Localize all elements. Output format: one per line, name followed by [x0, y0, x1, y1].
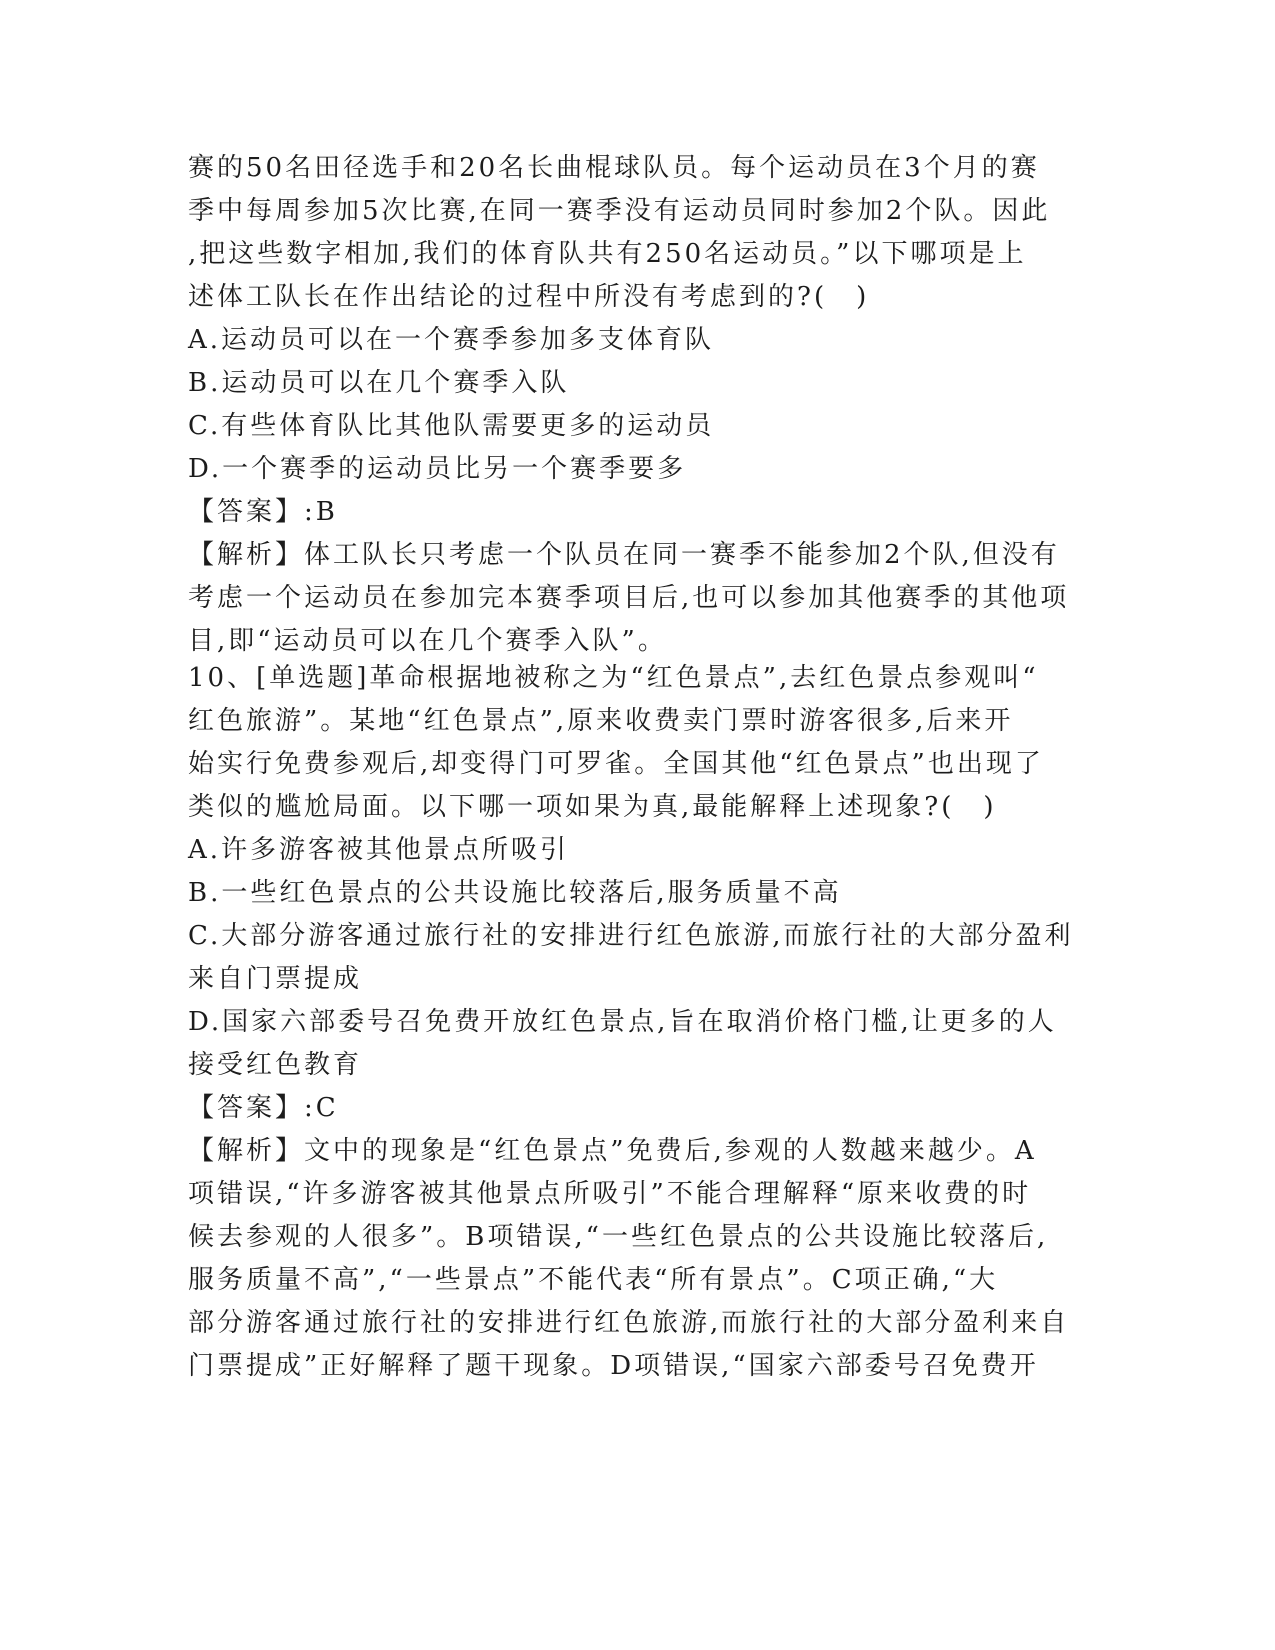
question-stem-line: 10、[单选题]革命根据地被称之为“红色景点”,去红色景点参观叫“ — [188, 663, 1039, 693]
option-d: D.国家六部委号召免费开放红色景点,旨在取消价格门槛,让更多的人 — [188, 1007, 1057, 1037]
option-d-continued: 接受红色教育 — [188, 1050, 363, 1080]
question-stem-line: 始实行免费参观后,却变得门可罗雀。全国其他“红色景点”也出现了 — [188, 749, 1044, 779]
answer-line: 【答案】:B — [188, 497, 338, 527]
analysis-line: 服务质量不高”,“一些景点”不能代表“所有景点”。C项正确,“大 — [188, 1265, 999, 1295]
question-stem-line: ,把这些数字相加,我们的体育队共有250名运动员。”以下哪项是上 — [188, 239, 1027, 269]
analysis-line: 目,即“运动员可以在几个赛季入队”。 — [188, 626, 667, 656]
analysis-line: 候去参观的人很多”。B项错误,“一些红色景点的公共设施比较落后, — [188, 1222, 1049, 1252]
question-9-block — [188, 147, 1088, 663]
question-stem-line: 红色旅游”。某地“红色景点”,原来收费卖门票时游客很多,后来开 — [188, 706, 1014, 736]
option-c: C.大部分游客通过旅行社的安排进行红色旅游,而旅行社的大部分盈利 — [188, 921, 1074, 951]
question-stem-line: 述体工队长在作出结论的过程中所没有考虑到的?( ) — [188, 282, 870, 312]
option-a: A.许多游客被其他景点所吸引 — [188, 835, 570, 865]
analysis-line: 【解析】体工队长只考虑一个队员在同一赛季不能参加2个队,但没有 — [188, 540, 1060, 570]
analysis-line: 考虑一个运动员在参加完本赛季项目后,也可以参加其他赛季的其他项 — [188, 583, 1070, 613]
question-10-block — [188, 657, 1088, 1388]
option-c: C.有些体育队比其他队需要更多的运动员 — [188, 411, 715, 441]
analysis-line: 【解析】文中的现象是“红色景点”免费后,参观的人数越来越少。A — [188, 1136, 1037, 1166]
option-b: B.运动员可以在几个赛季入队 — [188, 368, 570, 398]
analysis-line: 门票提成”正好解释了题干现象。D项错误,“国家六部委号召免费开 — [188, 1351, 1039, 1381]
option-a: A.运动员可以在一个赛季参加多支体育队 — [188, 325, 715, 355]
analysis-line: 项错误,“许多游客被其他景点所吸引”不能合理解释“原来收费的时 — [188, 1179, 1032, 1209]
question-stem-line: 赛的50名田径选手和20名长曲棍球队员。每个运动员在3个月的赛 — [188, 153, 1040, 183]
option-d: D.一个赛季的运动员比另一个赛季要多 — [188, 454, 687, 484]
answer-line: 【答案】:C — [188, 1093, 339, 1123]
analysis-line: 部分游客通过旅行社的安排进行红色旅游,而旅行社的大部分盈利来自 — [188, 1308, 1070, 1338]
option-b: B.一些红色景点的公共设施比较落后,服务质量不高 — [188, 878, 842, 908]
question-stem-line: 季中每周参加5次比赛,在同一赛季没有运动员同时参加2个队。因此 — [188, 196, 1051, 226]
option-c-continued: 来自门票提成 — [188, 964, 363, 994]
question-stem-line: 类似的尴尬局面。以下哪一项如果为真,最能解释上述现象?( ) — [188, 792, 997, 822]
